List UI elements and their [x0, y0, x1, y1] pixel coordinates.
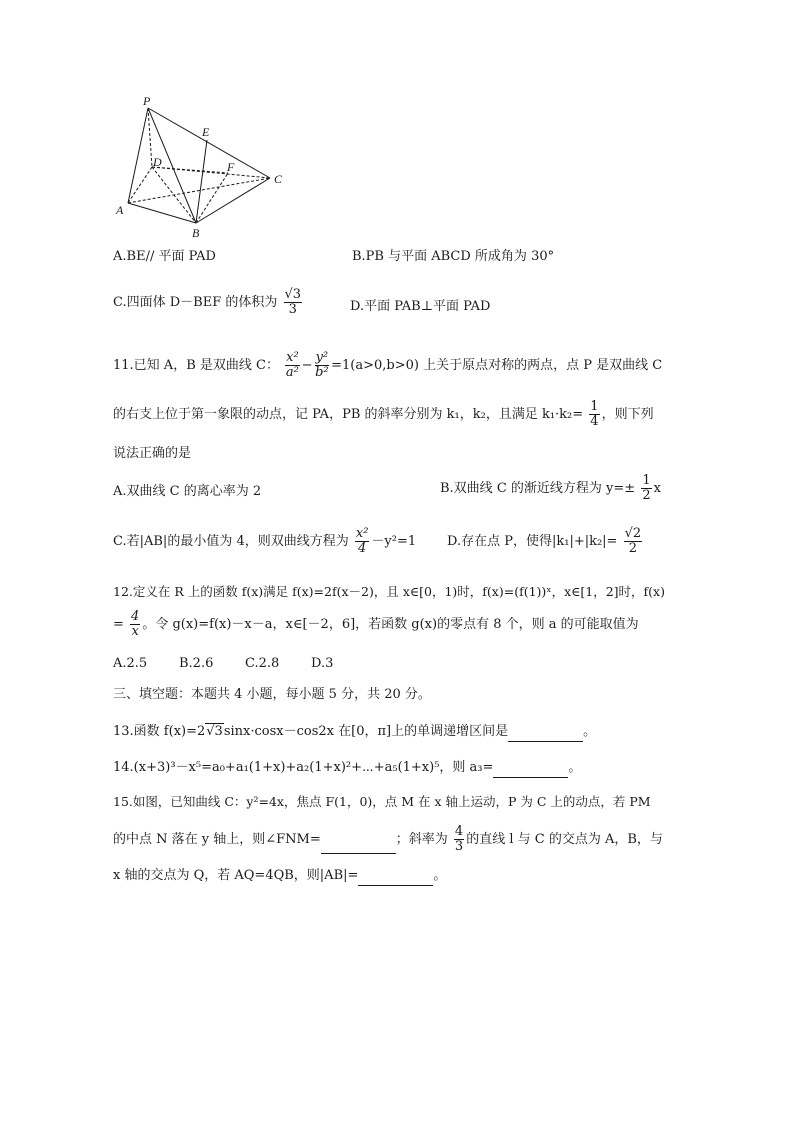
q11-option-b-fraction [641, 474, 651, 503]
q12-option-d: D.3 [311, 656, 334, 671]
label-E: E [202, 125, 210, 139]
section-3-heading: 三、填空题：本题共 4 小题，每小题 5 分，共 20 分。 [113, 687, 431, 702]
q13 [113, 722, 596, 742]
q13-sqrt: √3 [206, 724, 223, 739]
q10-option-c [113, 288, 304, 317]
q12-eq-sign: = [113, 617, 124, 632]
q10-option-b: B.PB 与平面 ABCD 所成角为 30° [352, 249, 555, 264]
q11-option-d-text: D.存在点 P，使得|k₁|+|k₂|= [447, 534, 618, 549]
label-A: A [116, 203, 124, 217]
q11-k-num: 1 [590, 399, 599, 414]
q15-line-3-text: x 轴的交点为 Q，若 AQ=4QB，则|AB|= [113, 868, 359, 883]
q11-k-fraction [589, 400, 599, 429]
label-F: F [227, 160, 235, 174]
q11-eq-y-frac [315, 351, 330, 380]
q12-option-a: A.2.5 [113, 656, 148, 671]
q15-end: 。 [433, 868, 447, 883]
q11-option-b-suffix: x [653, 481, 661, 496]
q11-option-c-suffix: －y²=1 [371, 534, 417, 549]
q11-eq-tail: =1(a>0,b>0) [331, 358, 419, 373]
label-P: P [143, 95, 151, 108]
q13-text-b: sinx·cosx－cos2x 在[0，π]上的单调递增区间是 [223, 724, 509, 739]
edge-PC [148, 108, 270, 178]
q11-k-den: 4 [590, 414, 599, 429]
q15-slope-num: 4 [454, 824, 464, 839]
q11-option-d-fraction [624, 527, 643, 556]
q11-line-3: 说法正确的是 [113, 446, 192, 461]
q11-line-2 [113, 400, 654, 429]
q12-fraction [130, 610, 140, 639]
q13-answer-blank[interactable] [508, 727, 583, 742]
q15-slope-den: 3 [454, 839, 464, 854]
q10-option-c-num: √3 [284, 287, 302, 302]
q11-option-c-text: C.若|AB|的最小值为 4，则双曲线方程为 [113, 534, 349, 549]
q12-option-c: C.2.8 [245, 656, 280, 671]
q11-stem-start: 11.已知 A，B 是双曲线 C： [113, 358, 279, 373]
q15-angle-blank[interactable] [321, 839, 396, 854]
q11-option-d-den: 2 [628, 541, 638, 556]
q11-line-1: 11.已知 A，B 是双曲线 C： $\frac{\text{x²}}{\text{a²}}$ − $\frac{\text{y²}}{\text{b²}}$ =1(a>0,b>0) 上关于原点对称的两点，点 P 是双曲线 C [113, 350, 663, 380]
pyramid-figure [110, 95, 300, 240]
q11-option-b-num: 1 [642, 473, 651, 488]
q14-text: 14.(x+3)³－x⁵=a₀+a₁(1+x)+a₂(1+x)²+⋯+a₅(1+x)⁵，则 a₃= [113, 760, 494, 775]
q11-option-d-num: √2 [624, 526, 642, 541]
q10-option-c-fraction [284, 288, 303, 317]
q14 [113, 758, 581, 778]
q15-line-2-end: 的直线 l 与 C 的交点为 A，B，与 [466, 832, 663, 847]
q10-option-c-den: 3 [288, 302, 297, 317]
q11-line-2-text: 的右支上位于第一象限的动点，记 PA，PB 的斜率分别为 k₁，k₂，且满足 k₁·k₂= [113, 407, 584, 422]
q12-line-1: 12.定义在 R 上的函数 f(x)满足 f(x)=2f(x－2)，且 x∈[0，1)时，f(x)=(f(1))ˣ，x∈[1，2]时，f(x) [113, 584, 665, 599]
q10-option-c-text: C.四面体 D－BEF 的体积为 [113, 295, 278, 310]
q11-line-2-end: ，则下列 [601, 407, 654, 422]
q13-text-a: 13.函数 f(x)=2 [113, 724, 206, 739]
q11-option-b-den: 2 [642, 488, 651, 503]
q10-option-d: D.平面 PAB⊥平面 PAD [350, 299, 491, 314]
q11-option-b [440, 474, 661, 503]
q11-eq-x-frac [285, 351, 300, 380]
q11-eq-y: y² [315, 350, 329, 365]
q12-line-2-text: 。令 g(x)=f(x)－x－a，x∈[－2，6]，若函数 g(x)的零点有 8 个，则 a 的可能取值为 [142, 617, 639, 632]
q11-option-c-fraction [355, 527, 370, 556]
label-C: C [274, 172, 283, 186]
q11-option-c-den: 4 [358, 541, 367, 556]
q11-option-c-num: x² [355, 526, 369, 541]
q11-eq-b: b² [315, 365, 329, 380]
q15-ab-blank[interactable] [358, 871, 433, 886]
q15-line-3 [113, 866, 446, 886]
q12-option-b: B.2.6 [179, 656, 214, 671]
q10-option-a: A.BE// 平面 PAD [113, 249, 216, 264]
edge-AB [128, 203, 196, 223]
q15-slope-text: ；斜率为 [395, 832, 448, 847]
q11-eq-x: x² [286, 350, 299, 365]
q15-line-1: 15.如图，已知曲线 C：y²=4x，焦点 F(1，0)，点 M 在 x 轴上运动，P 为 C 上的动点，若 PM [113, 794, 651, 809]
q11-option-c [113, 527, 416, 556]
q15-line-2-text: 的中点 N 落在 y 轴上，则∠FNM= [113, 832, 321, 847]
q11-stem-end: 上关于原点对称的两点，点 P 是双曲线 C [423, 358, 663, 373]
q12-line-2 [113, 610, 639, 639]
q14-end: 。 [568, 760, 582, 775]
edge-BF [196, 173, 228, 223]
q11-option-b-text: B.双曲线 C 的渐近线方程为 y=± [440, 481, 636, 496]
q12-fraction-den: x [131, 624, 139, 639]
label-B: B [192, 226, 200, 240]
q12-fraction-num: 4 [131, 609, 140, 624]
q11-option-a: A.双曲线 C 的离心率为 2 [113, 484, 262, 499]
edge-BE [196, 140, 207, 223]
q15-slope-fraction [454, 825, 464, 854]
q14-answer-blank[interactable] [493, 763, 568, 778]
q15-line-2 [113, 825, 663, 854]
edge-DF [152, 167, 228, 173]
q11-option-d [447, 527, 644, 556]
q13-end: 。 [583, 724, 597, 739]
label-D: D [153, 155, 162, 169]
q11-eq-a: a² [285, 365, 299, 380]
